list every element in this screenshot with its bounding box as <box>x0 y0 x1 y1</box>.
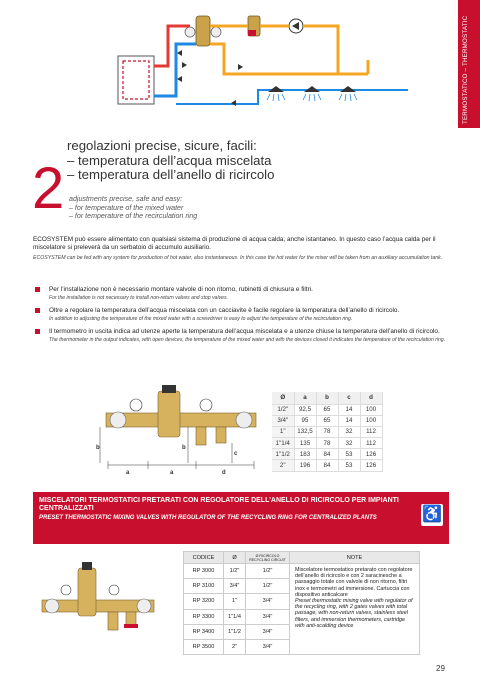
table-cell: 65 <box>316 415 338 426</box>
check-valve-icon <box>248 16 260 36</box>
product-code: RP 3200 <box>184 594 224 609</box>
dim-label-a: a <box>170 470 174 475</box>
table-cell: 53 <box>338 449 360 460</box>
bullet-text-en: In addition to adjusting the temperature of the mixed water with a screwdriver is easy to adjust the temperature of the recirculation ring. <box>49 316 353 322</box>
table-cell: 84 <box>316 449 338 460</box>
valve-body-icon <box>106 385 256 445</box>
dimensions-header-row <box>272 392 382 404</box>
product-recirc-size: 3/4" <box>246 624 290 639</box>
intro-paragraph-en: ECOSYSTEM can be fed with any system for production of hot water, also instantaneous. In this case the hot water for the mixer will be taken from an auxiliary accumulation tank. <box>33 255 443 261</box>
product-code: RP 3500 <box>184 639 224 654</box>
pipe-network <box>154 26 408 104</box>
table-row <box>272 438 382 449</box>
flow-arrows <box>177 50 243 106</box>
page-number: 29 <box>436 664 445 673</box>
table-row <box>272 426 382 437</box>
table-cell: 135 <box>294 438 316 449</box>
table-cell: 112 <box>360 426 382 437</box>
table-cell: 132,5 <box>294 426 316 437</box>
product-size: 3/4" <box>224 579 246 594</box>
header-note: NOTE <box>290 552 420 564</box>
headline-en-line: – for temperature of the recirculation ring <box>69 212 198 221</box>
side-tab-label: TERMOSTATICO – THERMOSTATIC <box>462 15 469 124</box>
header-size: Ø <box>224 552 246 564</box>
feature-bullets <box>33 286 453 348</box>
plumbing-schematic <box>108 4 408 126</box>
dim-header-cell: d <box>360 392 382 404</box>
pump-icon <box>289 19 303 33</box>
bullet-square-icon <box>35 308 40 313</box>
header-recirculation <box>246 552 290 564</box>
table-cell: 196 <box>294 460 316 471</box>
bullet-item <box>33 286 453 302</box>
shower-head-icon <box>267 86 285 101</box>
table-row <box>184 564 420 579</box>
product-recirc-size: 3/4" <box>246 609 290 624</box>
dim-header-cell: b <box>316 392 338 404</box>
product-code: RP 3100 <box>184 579 224 594</box>
table-cell: 1/2" <box>272 404 294 415</box>
product-code: RP 3300 <box>184 609 224 624</box>
headline-line: – temperatura dell’acqua miscelata <box>67 152 272 168</box>
table-cell: 78 <box>316 438 338 449</box>
product-size: 2" <box>224 639 246 654</box>
banner-title-en: PRESET THERMOSTATIC MIXING VALVES WITH REGULATOR OF THE RECYCLING RING FOR CENTRALIZED PLANTS <box>39 515 377 521</box>
dim-label-a: a <box>126 470 130 475</box>
table-cell: 112 <box>360 438 382 449</box>
header-code: CODICE <box>184 552 224 564</box>
product-recirc-size: 3/4" <box>246 594 290 609</box>
bullet-text-it: Il termometro in uscita indica ad utenze aperte la temperatura dell’acqua miscelata e a utenze chiuse la temperatura dell’anello di ricircolo. <box>49 327 440 335</box>
table-row <box>272 404 382 415</box>
table-cell: 3/4" <box>272 415 294 426</box>
table-cell: 53 <box>338 460 360 471</box>
banner-title-it: MISCELATORI TERMOSTATICI PRETARATI CON REGOLATORE DELL’ANELLO DI RICIRCOLO PER IMPIANTI CENTRALIZZATI <box>39 497 399 513</box>
product-note <box>290 564 420 655</box>
product-valve-illustration <box>38 560 158 642</box>
section-number: 2 <box>32 156 65 221</box>
product-table <box>183 551 420 655</box>
bullet-text-it: Oltre a regolare la temperatura dell’acqua miscelata con un cacciavite è facile regolare la temperatura dell’anello di ricircolo. <box>49 306 400 314</box>
table-row <box>272 415 382 426</box>
bullet-text-it: Per l’installazione non è necessario montare valvole di non ritorno, rubinetti di chiusura e filtri. <box>49 286 313 293</box>
table-cell: 100 <box>360 415 382 426</box>
table-cell: 78 <box>316 426 338 437</box>
wheelchair-accessibility-icon: ♿ <box>421 504 443 526</box>
table-cell: 84 <box>316 460 338 471</box>
table-cell: 1" <box>272 426 294 437</box>
header-recirculation-line: Ø RICIRCOLO <box>255 553 280 558</box>
intro-paragraph-it: ECOSYSTEM può essere alimentato con qualsiasi sistema di produzione di acqua calda, anche istantaneo. In questo caso l’acqua calda per il miscelatore si preleverà da un serbatoio di accumulo ausiliario. <box>33 236 436 252</box>
bullet-text-en: For the installation is not necessary to install non-return valves and stop valves. <box>49 295 228 302</box>
bullet-square-icon <box>35 329 40 334</box>
table-cell: 1"1/2 <box>272 449 294 460</box>
section-side-tab <box>458 0 480 128</box>
mixing-valve-product-icon <box>42 562 154 630</box>
product-size: 1"1/2 <box>224 624 246 639</box>
product-banner <box>33 492 449 544</box>
table-cell: 32 <box>338 426 360 437</box>
headline-en <box>69 195 197 221</box>
product-recirc-size: 1/2" <box>246 579 290 594</box>
bullet-item <box>33 307 453 323</box>
mixing-valve-icon <box>185 16 221 46</box>
table-cell: 126 <box>360 449 382 460</box>
table-cell: 65 <box>316 404 338 415</box>
table-cell: 95 <box>294 415 316 426</box>
product-note-en: Preset thermostatic mixing valve with regulator of the recycling ring, with 2 gates valves with total passage, with non-return valves, stainless steel filters, and immersion thermometers, cartridge with anti-scalding device <box>295 598 413 629</box>
bullet-item <box>33 328 453 344</box>
table-cell: 92,5 <box>294 404 316 415</box>
product-code: RP 3000 <box>184 564 224 579</box>
product-size: 1/2" <box>224 564 246 579</box>
headline-en-line: adjustments precise, safe and easy: <box>69 195 183 203</box>
product-recirc-size: 1/2" <box>246 564 290 579</box>
product-size: 1"1/4 <box>224 609 246 624</box>
header-recirculation-line: RECYCLING CIRCUIT <box>249 557 286 562</box>
product-header-row <box>184 552 420 564</box>
bullet-square-icon <box>35 287 40 292</box>
shower-heads <box>267 86 357 101</box>
table-cell: 100 <box>360 404 382 415</box>
dim-header-cell: c <box>338 392 360 404</box>
table-cell: 14 <box>338 415 360 426</box>
table-cell: 183 <box>294 449 316 460</box>
headline-it <box>67 139 274 183</box>
product-note-it: Miscelatore termostatico pretarato con regolatore dell’anello di ricircolo e con 2 saracinesche a passaggio totale con valvole di non ritorno, filtri inox e termometri ad immersione. Cartuccia con dispositivo anticalcare <box>295 567 413 598</box>
headline-line: – temperatura dell’anello di ricircolo <box>67 167 275 183</box>
dim-label-b: b <box>96 445 100 451</box>
dim-label-d: d <box>222 470 226 475</box>
table-cell: 126 <box>360 460 382 471</box>
table-cell: 14 <box>338 404 360 415</box>
dim-label-b: b <box>182 445 186 451</box>
dim-label-c: c <box>234 451 238 457</box>
shower-head-icon <box>339 86 357 101</box>
valve-dimension-drawing <box>96 383 266 475</box>
dim-header-cell: Ø <box>272 392 294 404</box>
dimensions-table <box>272 392 383 472</box>
table-row <box>272 460 382 471</box>
boiler-tank-icon <box>118 56 154 104</box>
product-recirc-size: 3/4" <box>246 639 290 654</box>
shower-head-icon <box>303 86 321 101</box>
table-cell: 32 <box>338 438 360 449</box>
headline-line: regolazioni precise, sicure, facili: <box>67 138 257 153</box>
bullet-text-en: The thermometer in the output indicates, with open devices, the temperature of the mixed water and with the devices closed it indicates the temperature of the recirculation ring. <box>49 336 446 343</box>
table-cell: 2" <box>272 460 294 471</box>
product-size: 1" <box>224 594 246 609</box>
product-code: RP 3400 <box>184 624 224 639</box>
product-table-wrapper <box>183 551 420 655</box>
dim-header-cell: a <box>294 392 316 404</box>
table-row <box>272 449 382 460</box>
headline-en-line: – for temperature of the mixed water <box>69 203 184 212</box>
table-cell: 1"1/4 <box>272 438 294 449</box>
